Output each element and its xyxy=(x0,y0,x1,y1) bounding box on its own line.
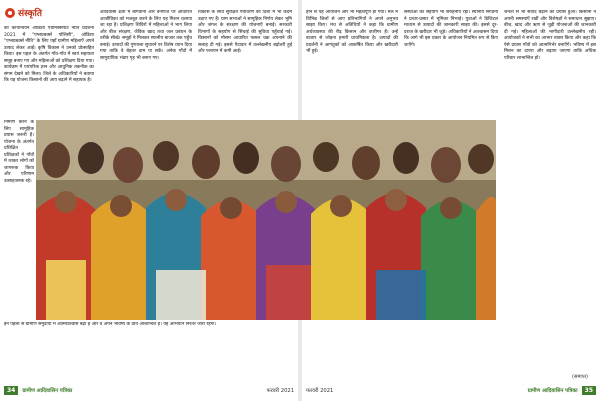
magazine-title: ग्रामीण आदिवासिन पत्रिका xyxy=(527,388,578,394)
section-header xyxy=(5,6,42,19)
text-column-1b: निर्माण करने के लिए सामूहिक प्रयास जरूरी हैं। योजना के अंतर्गत प्रशिक्षित प्रशिक्षकों ने गाँवों में जाकर लोगों को जागरूक किया और परिणाम उत्साहजनक रहे। xyxy=(4,120,34,184)
magazine-title: ग्रामीण आदिवासिन पत्रिका xyxy=(22,388,73,394)
page-number: 35 xyxy=(582,386,596,395)
crowd-photo-illustration xyxy=(36,120,496,320)
article-end-mark: (समाप्त) xyxy=(572,374,588,380)
text-column-3: विकास के साथ सुरक्षित पर्यावरण की दिशा में भी कदम उठाए गए हैं। ग्राम सभाओं ने सामूहिक निर्णय लेकर भूमि और जंगल के संरक्षण की योजनाएँ बनाईं। सरकारी विभागों के सहयोग से सिंचाई की सुविधा पहुँचाई गई। किसानों को मौसम आधारित फसल चक्र अपनाने की सलाह दी गई। इससे पैदावार में उल्लेखनीय बढ़ोतरी हुई और पलायन में कमी आई। xyxy=(198,10,292,54)
text-column-5: संस्थाओं का सहयोग भी सराहनीय रहा। स्थानीय संगठनों ने प्रचार-प्रसार में भूमिका निभाई। युवाओं ने डिजिटल माध्यम से उत्पादों की जानकारी साझा की। इससे दूर-दराज के खरीदार भी जुड़े। अधिकारियों ने आश्वासन दिया कि आगे भी इस प्रकार के आयोजन नियमित रूप से किए जाएँगे। xyxy=(404,10,498,48)
section-emblem-icon xyxy=(5,8,15,18)
text-column-1: का कार्यान्वयन ओडिशा एग्रोमेक्सपोर्ट नीति प्रदर्शनी 2021 में "एग्लप्रबर्क्स पोलिसी", ओडिशा "एग्लप्रबर्क्स नीति" के लिए यहाँ ग्रामीण महिलाएँ अपने उत्पाद लेकर आईं। कृषि विकास ने उनको प्रोत्साहित किया। इस पहल के अंतर्गत गाँव-गाँव में स्वयं सहायता समूह बनाए गए और महिलाओं को प्रशिक्षण दिया गया। कार्यक्रम में पारंपरिक ज्ञान और आधुनिक तकनीक का संगम देखने को मिला। जिले के अधिकारियों ने बताया कि यह योजना किसानों की आय बढ़ाने में सहायक है। xyxy=(4,26,94,83)
issue-month: फरवरी 2021 xyxy=(306,388,334,394)
issue-month: फरवरी 2021 xyxy=(266,388,294,394)
text-column-6: जनता से भी संवाद बढ़ाने का प्रयास हुआ। किसानों ने अपनी समस्याएँ रखीं और विशेषज्ञों ने समाधान सुझाए। बीज, खाद और ऋण से जुड़ी योजनाओं की जानकारी दी गई। महिलाओं की भागीदारी उल्लेखनीय रही। आयोजकों ने सभी का आभार व्यक्त किया और कहा कि ऐसे प्रयास गाँवों को आत्मनिर्भर बनाएँगे। भविष्य में इस मिशन का दायरा और बढ़ाया जाएगा ताकि अधिक परिवार लाभान्वित हों। xyxy=(504,10,596,61)
text-column-4: होने से यह आयोजन और भी महत्वपूर्ण हो गया। मेले में विभिन्न जिलों से आए प्रतिभागियों ने अपने अनुभव साझा किए। मंच से अतिथियों ने कहा कि ग्रामीण अर्थव्यवस्था की रीढ़ किसान और कारीगर हैं। उन्हें बाजार से जोड़ना हमारी प्राथमिकता है। उत्पादों की प्रदर्शनी ने आगंतुकों को आकर्षित किया और खरीदारी भी हुई। xyxy=(306,10,398,54)
footer-left xyxy=(4,383,294,397)
section-title: संस्कृति xyxy=(18,9,42,19)
crowd-photo xyxy=(36,120,496,320)
text-column-2: आदिवासी क्षेत्रों में बागवानी और वनोपज पर आधारित आजीविका को मजबूत करने के लिए यह मिशन चलाया जा रहा है। प्रशिक्षण शिविरों में महिलाओं ने भाग लिया और बीज संरक्षण, जैविक खाद तथा जल प्रबंधन के तरीके सीखे। समूहों ने मिलकर स्थानीय बाजार तक पहुँच बनाई। उत्पादों की गुणवत्ता सुधारने पर विशेष ध्यान दिया गया ताकि वे बेहतर दाम पा सकें। अनेक गाँवों में सामुदायिक भंडार गृह भी बनाए गए। xyxy=(100,10,192,61)
page-number: 34 xyxy=(4,386,18,395)
text-bottom-left: इन पहलों से ग्रामीण समुदायों में आत्मविश्वास बढ़ा है और वे अपने भविष्य के प्रति आशान्वित हैं। यह अभियान निरंतर जारी रहेगा। xyxy=(4,322,217,327)
footer-right xyxy=(306,383,596,397)
